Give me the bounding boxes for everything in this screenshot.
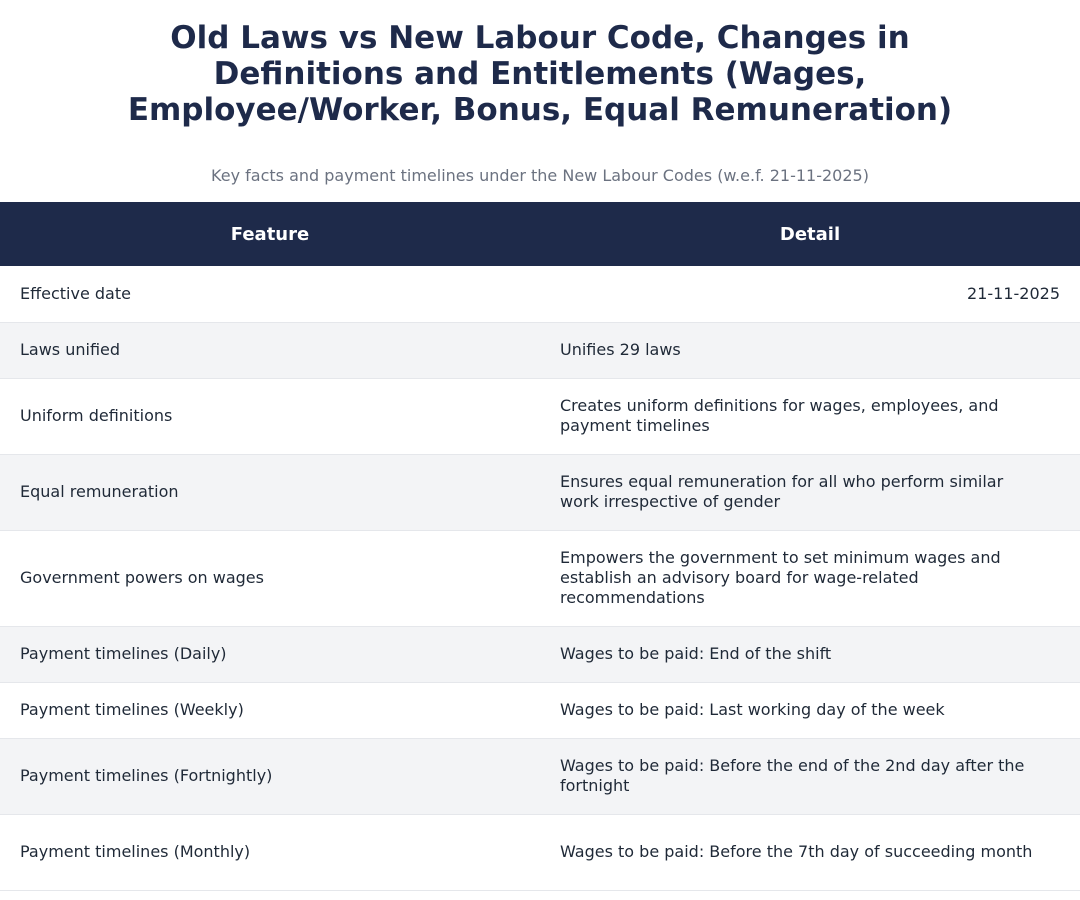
feature-cell: Government powers on wages	[20, 568, 264, 587]
table-row	[0, 682, 1080, 738]
feature-cell: Effective date	[20, 283, 131, 303]
feature-cell: Laws unified	[20, 340, 121, 359]
table-row	[0, 738, 1080, 814]
detail-cell: Ensures equal remuneration for all who perform similar work irrespective of gender	[560, 472, 1004, 511]
column-header-detail: Detail	[779, 223, 841, 245]
table-row	[0, 454, 1080, 530]
detail-cell: Creates uniform definitions for wages, employees, and payment timelines	[560, 396, 999, 435]
table-row	[0, 626, 1080, 682]
labour-code-table	[0, 202, 1080, 891]
column-header-feature: Feature	[230, 223, 310, 245]
detail-cell: Empowers the government to set minimum wages and establish an advisory board for wage-related recommendations	[560, 548, 1001, 607]
feature-cell: Equal remuneration	[20, 482, 179, 501]
detail-cell: Unifies 29 laws	[560, 340, 681, 359]
detail-cell: Wages to be paid: End of the shift	[560, 644, 832, 663]
table-header-row	[0, 202, 1080, 266]
feature-cell: Uniform definitions	[20, 406, 173, 425]
title-line: Employee/Worker, Bonus, Equal Remuneration)	[127, 92, 953, 128]
feature-cell: Payment timelines (Weekly)	[20, 700, 244, 719]
feature-cell: Payment timelines (Fortnightly)	[20, 766, 273, 785]
feature-cell: Payment timelines (Daily)	[20, 644, 227, 663]
title-line: Old Laws vs New Labour Code, Changes in	[170, 20, 910, 56]
title-line: Definitions and Entitlements (Wages,	[213, 56, 867, 92]
detail-cell: Wages to be paid: Before the 7th day of succeeding month	[560, 842, 1033, 861]
table-row	[0, 530, 1080, 626]
table-row	[0, 814, 1080, 890]
table-header	[0, 202, 1080, 266]
feature-cell: Payment timelines (Monthly)	[20, 842, 251, 861]
detail-cell: Wages to be paid: Last working day of the week	[560, 700, 945, 719]
table-row	[0, 378, 1080, 454]
table-body	[0, 266, 1080, 890]
detail-cell: 21-11-2025	[967, 283, 1060, 303]
table-row	[0, 322, 1080, 378]
page-title	[0, 20, 1080, 128]
detail-cell: Wages to be paid: Before the end of the 2nd day after the fortnight	[560, 756, 1025, 795]
table-row	[0, 266, 1080, 322]
page-subtitle: Key facts and payment timelines under the New Labour Codes (w.e.f. 21-11-2025)	[211, 166, 869, 185]
